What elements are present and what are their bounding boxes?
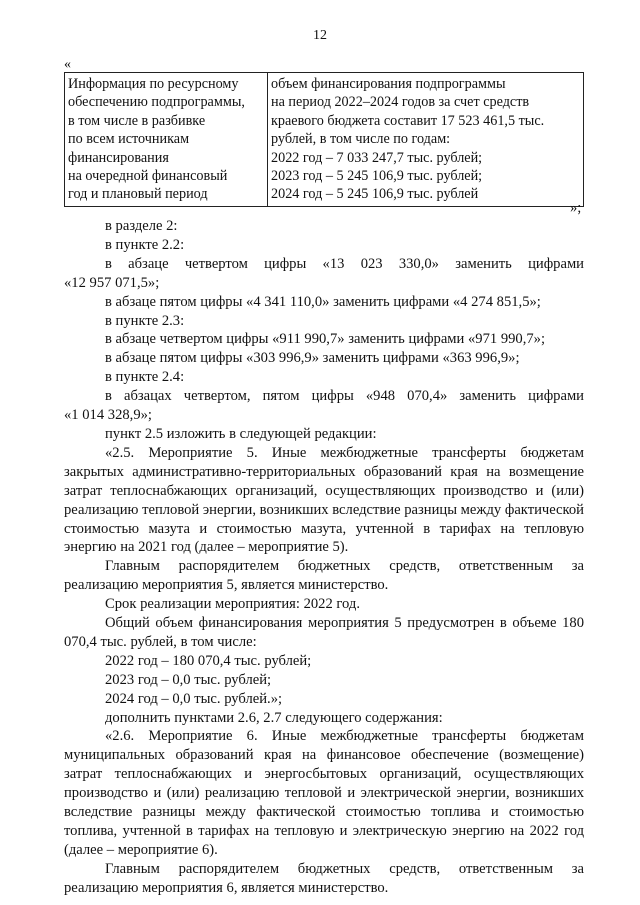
paragraph: в разделе 2: — [105, 218, 178, 234]
paragraph: в пункте 2.3: — [105, 312, 185, 329]
paragraph: 2023 год – 0,0 тыс. рублей; — [105, 671, 272, 688]
paragraph: Срок реализации мероприятия: 2022 год. — [105, 596, 360, 613]
table-row — [65, 73, 584, 207]
table-cell-label — [65, 73, 268, 207]
paragraph: «12 957 071,5»; — [64, 274, 160, 291]
cell-line: краевого бюджета составит 17 523 461,5 тыс. — [271, 112, 545, 129]
paragraph: Главным распорядителем бюджетных средств, ответственным за реализацию мероприятия 6, является министерство. — [64, 860, 584, 896]
paragraph: 2022 год – 180 070,4 тыс. рублей; — [105, 652, 312, 669]
paragraph: «2.6. Мероприятие 6. Иные межбюджетные трансферты бюджетам муниципальных образований края на финансовое обеспечение (возмещение) затрат теплоснабжающих и энергосбытовых организаций, осуществляющих производство и (или) реализацию тепловой и электрической энергии, возникших вследствие разницы между фактической стоимостью топлива и стоимостью топлива, учтенной в тарифах на тепловую и электрическую энергию на 2022 год (далее – мероприятие 6). — [64, 728, 584, 858]
paragraph: «2.5. Мероприятие 5. Иные межбюджетные трансферты бюджетам закрытых административно-территориальных образований края на возмещение затрат теплоснабжающих организаций, осуществляющих производство и (или) реализацию тепловой энергии, возникших вследствие разницы между фактической стоимостью мазута и стоимостью мазута, учтенной в тарифах на тепловую энергию на 2021 год (далее – мероприятие 5). — [64, 444, 584, 556]
cell-line: 2022 год – 7 033 247,7 тыс. рублей; — [271, 149, 483, 166]
cell-line: год и плановый период — [68, 186, 208, 203]
paragraph: дополнить пунктами 2.6, 2.7 следующего содержания: — [105, 709, 443, 726]
table-close-quote: »; — [570, 200, 582, 216]
cell-line: обеспечению подпрограммы, — [68, 94, 245, 111]
cell-line: на период 2022–2024 годов за счет средств — [271, 94, 530, 111]
paragraph: в абзацах четвертом, пятом цифры «948 070,4» заменить цифрами — [105, 388, 584, 405]
table-open-quote: « — [64, 57, 71, 72]
paragraph: Главным распорядителем бюджетных средств, ответственным за реализацию мероприятия 5, является министерство. — [64, 558, 584, 594]
paragraph: Общий объем финансирования мероприятия 5 предусмотрен в объеме 180 070,4 тыс. рублей, в том числе: — [64, 615, 584, 650]
paragraph: 2024 год – 0,0 тыс. рублей.»; — [105, 690, 283, 707]
paragraph: в абзаце пятом цифры «303 996,9» заменить цифрами «363 996,9»; — [105, 350, 520, 367]
resource-info-table — [64, 72, 584, 207]
cell-line: по всем источникам — [68, 131, 190, 148]
table-cell-value — [268, 73, 584, 207]
amendment-text — [64, 217, 584, 898]
paragraph: в пункте 2.4: — [105, 369, 185, 386]
cell-line: 2024 год – 5 245 106,9 тыс. рублей — [271, 186, 479, 203]
paragraph: пункт 2.5 изложить в следующей редакции: — [105, 425, 377, 442]
cell-line: 2023 год – 5 245 106,9 тыс. рублей; — [271, 168, 483, 185]
cell-line: рублей, в том числе по годам: — [271, 131, 451, 148]
cell-line: финансирования — [68, 149, 169, 166]
paragraph: в абзаце четвертом цифры «911 990,7» заменить цифрами «971 990,7»; — [105, 331, 546, 348]
cell-line: объем финансирования подпрограммы — [271, 76, 506, 92]
cell-line: в том числе в разбивке — [68, 112, 206, 129]
paragraph: «1 014 328,9»; — [64, 407, 152, 424]
cell-line: Информация по ресурсному — [68, 76, 239, 92]
cell-line: на очередной финансовый — [68, 168, 228, 185]
paragraph: в абзаце четвертом цифры «13 023 330,0» заменить цифрами — [105, 255, 584, 272]
paragraph: в пункте 2.2: — [105, 236, 185, 253]
paragraph: в абзаце пятом цифры «4 341 110,0» заменить цифрами «4 274 851,5»; — [105, 293, 541, 310]
page-number: 12 — [313, 28, 327, 43]
